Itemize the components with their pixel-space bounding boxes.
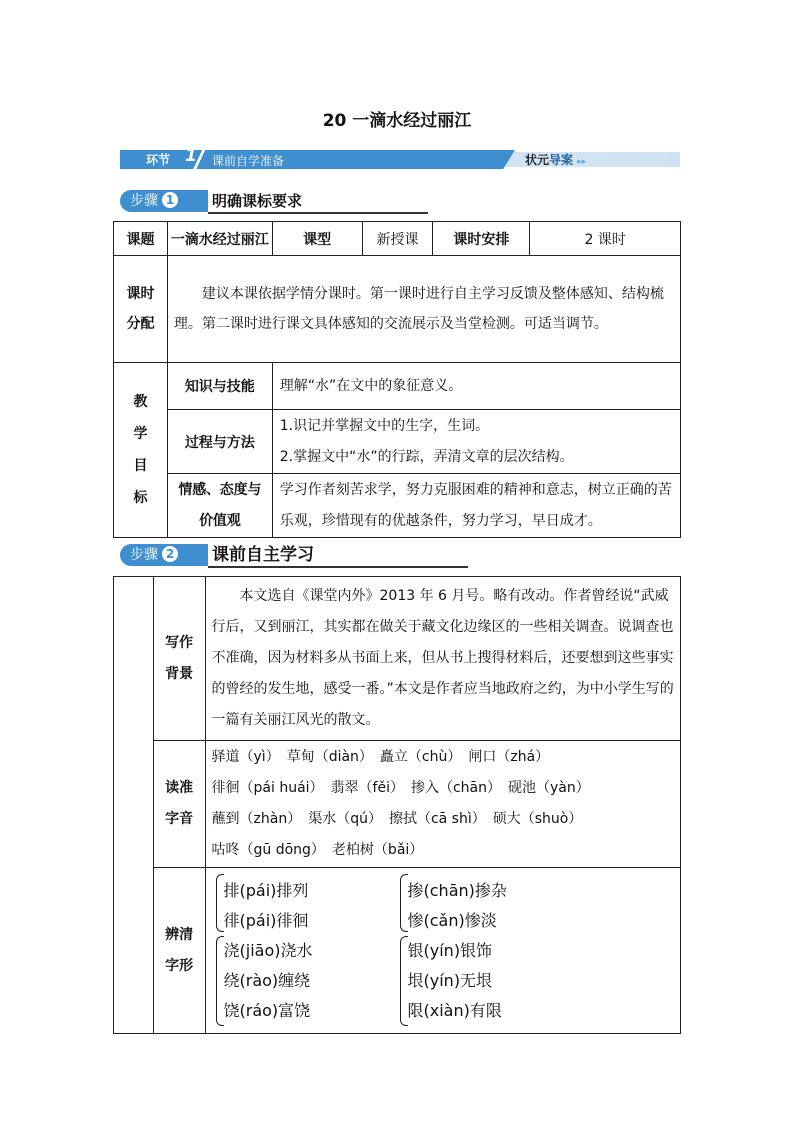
type-header: 课型 xyxy=(272,222,362,256)
shape-item: 银(yín)银饰 xyxy=(407,940,493,960)
banner-arrow-icon: ▸▸ xyxy=(577,157,587,167)
banner-section: 课前自学准备 xyxy=(212,154,285,168)
step1-title: 明确课标要求 xyxy=(212,192,303,210)
self-study-table xyxy=(113,576,681,1034)
goal-header-char: 标 xyxy=(133,490,148,506)
pronunciation-line: 驿道（yì） 草甸（diàn） 矗立（chù） 闸口（zhá） xyxy=(211,749,550,765)
background-header xyxy=(153,577,205,741)
alloc-header-line: 课时 xyxy=(126,286,155,302)
goal-name: 知识与技能 xyxy=(167,363,272,410)
goal-text-line: 1.识记并掌握文中的生字，生词。 xyxy=(279,417,490,434)
page-title: 20 一滴水经过丽江 xyxy=(322,111,472,131)
shape-groups xyxy=(206,870,680,1032)
step1-number: 1 xyxy=(162,192,178,208)
step1-pill xyxy=(120,190,208,212)
goal-header-char: 目 xyxy=(133,458,148,474)
goal-text-line: 2.掌握文中“水”的行踪，弄清文章的层次结构。 xyxy=(279,448,574,465)
pronunciation-header-line: 字音 xyxy=(165,811,194,827)
step2-pill xyxy=(120,544,208,566)
topic-value: 一滴水经过丽江 xyxy=(167,222,272,256)
shape-item: 徘(pái)徘徊 xyxy=(223,910,309,930)
background-text: 本文选自《课堂内外》2013 年 6 月号。略有改动。作者曾经说“武威行后，又到丽江，其实都在做关于藏文化边缘区的一些相关调查。说调查也不准确，因为材料多从书面上来，但从书上搜得材料后，还要想到这些事实的曾经的发生地，感受一番。”本文是作者应当地政府之约，为中小学生写的一篇有关丽江风光的散文。 xyxy=(205,577,680,741)
banner-right-a: 状元 xyxy=(525,153,550,167)
shape-item: 饶(ráo)富饶 xyxy=(223,1000,311,1020)
background-header-line: 背景 xyxy=(165,665,194,682)
schedule-header: 课时安排 xyxy=(433,222,530,256)
lesson-overview-table xyxy=(113,221,681,538)
shape-item: 掺(chān)掺杂 xyxy=(407,880,507,900)
step2-label: 步骤 xyxy=(130,547,158,563)
alloc-text: 建议本课依据学情分课时。第一课时进行自主学习反馈及整体感知、结构梳理。第二课时进行课文具体感知的交流展示及当堂检测。可适当调节。 xyxy=(167,256,680,363)
goal-header xyxy=(114,363,168,538)
shape-item: 绕(rào)缠绕 xyxy=(223,970,311,990)
section-banner xyxy=(120,146,693,169)
pronunciation-header xyxy=(153,741,205,868)
banner-dark-bar xyxy=(120,150,515,169)
pronunciation-header-line: 读准 xyxy=(165,780,194,796)
alloc-header xyxy=(114,256,168,363)
banner-right-b: 导案 xyxy=(549,153,574,167)
brace-icon xyxy=(400,874,408,932)
shape-header-line: 字形 xyxy=(165,957,194,974)
schedule-value: 2 课时 xyxy=(530,222,681,256)
brace-icon xyxy=(216,874,224,932)
shape-item: 惨(cǎn)惨淡 xyxy=(407,910,497,930)
goal-text: 理解“水”在文中的象征意义。 xyxy=(272,363,680,410)
goal-name-line: 情感、态度与 xyxy=(178,481,262,498)
pronunciation-line: 徘徊（pái huái） 翡翠（fěi） 掺入（chān） 砚池（yàn） xyxy=(211,780,590,796)
pronunciation-list xyxy=(205,741,680,868)
topic-header: 课题 xyxy=(114,222,168,256)
shape-groups-cell xyxy=(205,868,680,1034)
goal-text xyxy=(272,410,680,474)
shape-item: 排(pái)排列 xyxy=(223,880,309,900)
banner-huanjie: 环节 xyxy=(146,153,171,167)
step2-underline xyxy=(208,566,468,568)
goal-name xyxy=(167,474,272,538)
brace-icon xyxy=(400,936,408,1026)
shape-header xyxy=(153,868,205,1034)
shape-item: 浇(jiāo)浇水 xyxy=(223,940,313,960)
goal-name: 过程与方法 xyxy=(167,410,272,474)
goal-header-char: 学 xyxy=(133,426,148,442)
banner-number: 1 xyxy=(185,146,197,166)
step2-title: 课前自主学习 xyxy=(212,545,314,565)
brace-icon xyxy=(216,936,224,1026)
alloc-header-line: 分配 xyxy=(126,316,155,332)
shape-item: 垠(yín)无垠 xyxy=(407,970,493,990)
shape-header-line: 辨清 xyxy=(165,926,194,943)
blank-side-column xyxy=(114,577,154,1034)
type-value: 新授课 xyxy=(362,222,433,256)
banner-right-title xyxy=(525,151,586,168)
step2-number: 2 xyxy=(162,546,178,562)
goal-text: 学习作者刻苦求学，努力克服困难的精神和意志，树立正确的苦乐观，珍惜现有的优越条件，努力学习，早日成才。 xyxy=(272,474,680,538)
shape-item: 限(xiàn)有限 xyxy=(407,1000,502,1020)
step1-underline xyxy=(208,212,428,214)
background-header-line: 写作 xyxy=(165,634,194,651)
step1-label: 步骤 xyxy=(130,193,158,209)
goal-header-char: 教 xyxy=(133,394,148,410)
pronunciation-line: 咕咚（gū dōng） 老柏树（bǎi） xyxy=(211,842,424,858)
goal-name-line: 价值观 xyxy=(199,512,241,529)
pronunciation-line: 蘸到（zhàn） 渠水（qú） 擦拭（cā shì） 硕大（shuò） xyxy=(211,811,583,827)
